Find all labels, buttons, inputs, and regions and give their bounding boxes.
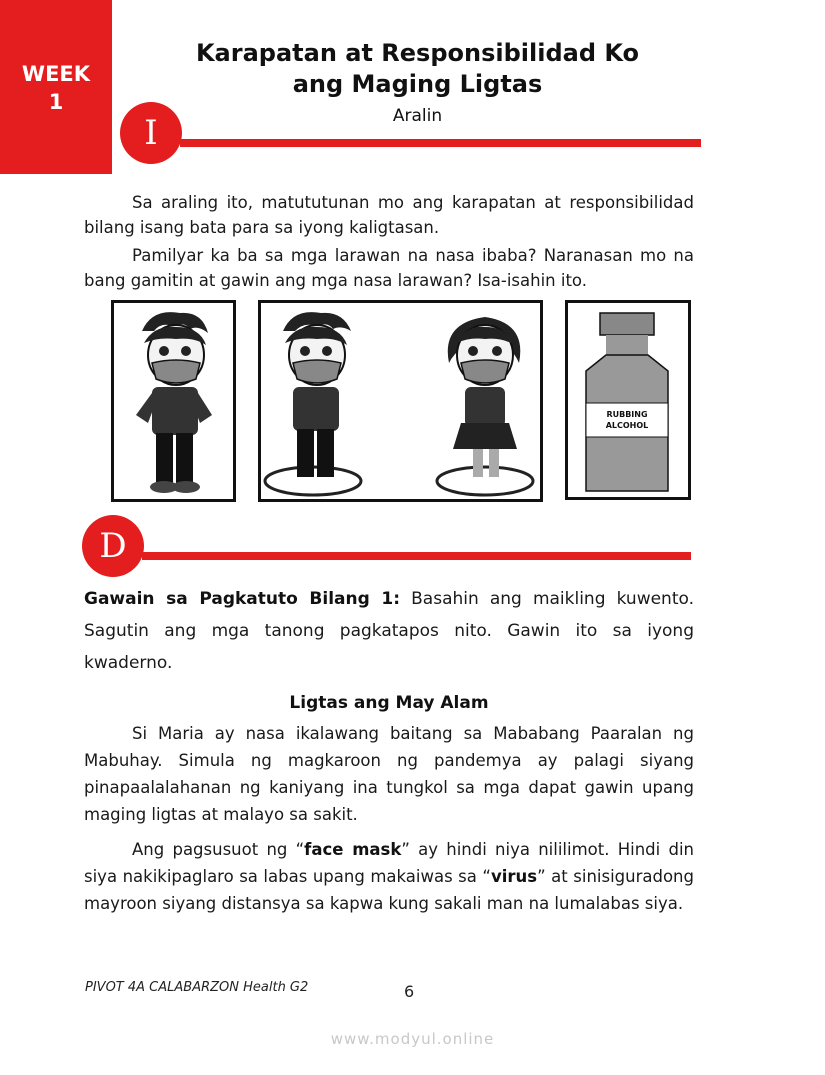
activity-instructions xyxy=(84,583,694,679)
story-p2-part-a: Ang pagsusuot ng “ xyxy=(132,840,305,859)
section-badge-d: D xyxy=(82,515,144,577)
section-divider-d xyxy=(142,552,691,560)
bottle-label-line-2: ALCOHOL xyxy=(605,421,649,430)
image-boy-mask xyxy=(111,300,236,502)
footer-source: PIVOT 4A CALABARZON Health G2 xyxy=(85,980,309,995)
story-title: Ligtas ang May Alam xyxy=(289,693,489,713)
story-p2-part-c: ” at sinisiguradong mayroon siyang distansya sa kapwa kung sakali man na lumalabas siya. xyxy=(84,867,694,913)
distancing-illustration xyxy=(261,303,540,499)
story-paragraph-1: Si Maria ay nasa ikalawang baitang sa Mababang Paaralan ng Mabuhay. Simula ng magkaroon ng pandemya ay palagi siyang pinapaalalahanan ng kaniyang ina tungkol sa mga dapat gawin upang maging ligtas at malayo sa sakit. xyxy=(84,724,694,824)
section-subtitle: Aralin xyxy=(392,106,443,126)
week-number: 1 xyxy=(48,90,64,114)
page-title xyxy=(190,38,645,100)
story-p2-part-b: ” ay hindi niya nililimot. Hindi din siya nakikipaglaro sa labas upang makaiwas sa “ xyxy=(84,840,694,886)
bottle-label-line-1: RUBBING xyxy=(606,410,648,419)
section-badge-i: I xyxy=(120,102,182,164)
week-label: WEEK xyxy=(21,62,91,86)
face-mask-term: face mask xyxy=(304,840,402,859)
image-rubbing-alcohol xyxy=(565,300,691,500)
activity-text: Basahin ang maikling kuwento. Sagutin ang mga tanong pagkatapos nito. Gawin ito sa iyong kwaderno. xyxy=(84,589,695,673)
title-line-2: ang Maging Ligtas xyxy=(292,70,543,98)
intro-paragraph-2: Pamilyar ka ba sa mga larawan na nasa ibaba? Naranasan mo na bang gamitin at gawin ang mga nasa larawan? Isa-isahin ito. xyxy=(84,246,694,290)
story-paragraph-2 xyxy=(84,836,694,917)
virus-term: virus xyxy=(490,867,538,886)
title-line-1: Karapatan at Responsibilidad Ko xyxy=(195,39,640,67)
boy-mask-illustration xyxy=(114,303,233,499)
section-divider-i xyxy=(180,139,701,147)
intro-paragraph-1: Sa araling ito, matututunan mo ang karapatan at responsibilidad bilang isang bata para sa iyong kaligtasan. xyxy=(84,193,694,237)
alcohol-bottle-illustration xyxy=(568,303,688,497)
watermark: www.modyul.online xyxy=(330,1030,495,1048)
activity-heading: Gawain sa Pagkatuto Bilang 1: xyxy=(84,589,401,609)
week-tab xyxy=(0,0,112,174)
image-kids-distancing xyxy=(258,300,543,502)
page-number: 6 xyxy=(404,982,415,1001)
